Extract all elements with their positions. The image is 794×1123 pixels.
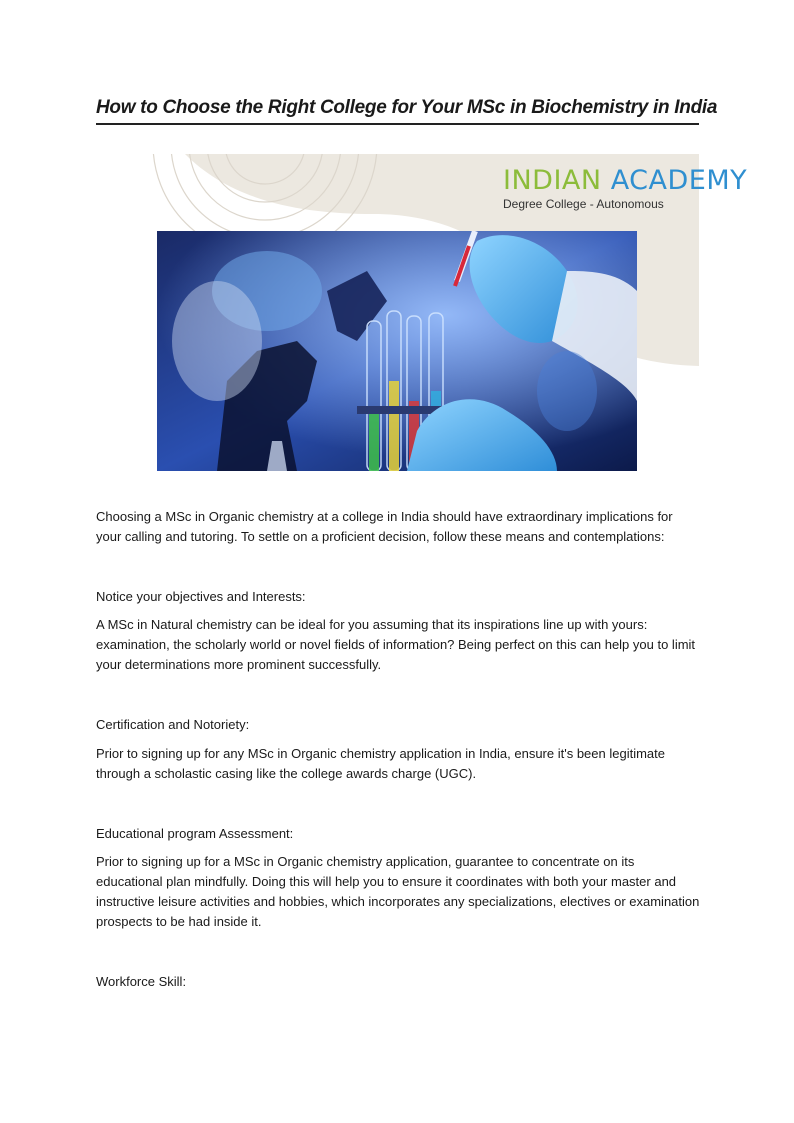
intro-paragraph: Choosing a MSc in Organic chemistry at a college in India should have extraordinary implications for your calling and tutoring. To settle on a proficient decision, follow these means and contemplations: xyxy=(96,509,673,544)
section-body: Prior to signing up for a MSc in Organic chemistry application, guarantee to concentrate on its educational plan mindfully. Doing this will help you to ensure it coordinates with both your master and instructive leisure activities and hobbies, which incorporates any specializations, electives or examination prospects to be had inside it. xyxy=(96,854,700,929)
section-body: A MSc in Natural chemistry can be ideal for you assuming that its inspirations line up with yours: examination, the scholarly world or novel fields of information? Being perfect on this can help you to limit your determinations more prominent successfully. xyxy=(96,617,696,672)
brand-word-indian: INDIAN xyxy=(503,165,602,196)
lab-photo xyxy=(157,231,637,471)
brand-logo xyxy=(503,166,747,211)
section-heading: Educational program Assessment: xyxy=(96,826,294,841)
brand-name xyxy=(503,166,747,196)
section-heading: Workforce Skill: xyxy=(96,974,187,989)
brand-word-academy: ACADEMY xyxy=(610,165,748,196)
page-title: How to Choose the Right College for Your MSc in Biochemistry in India xyxy=(96,97,699,125)
section-body: Prior to signing up for any MSc in Organic chemistry application in India, ensure it's been legitimate through a scholastic casing like the college awards charge (UGC). xyxy=(96,746,665,781)
section-heading: Notice your objectives and Interests: xyxy=(96,589,306,604)
section-heading: Certification and Notoriety: xyxy=(96,717,250,732)
brand-tagline: Degree College - Autonomous xyxy=(503,197,664,211)
